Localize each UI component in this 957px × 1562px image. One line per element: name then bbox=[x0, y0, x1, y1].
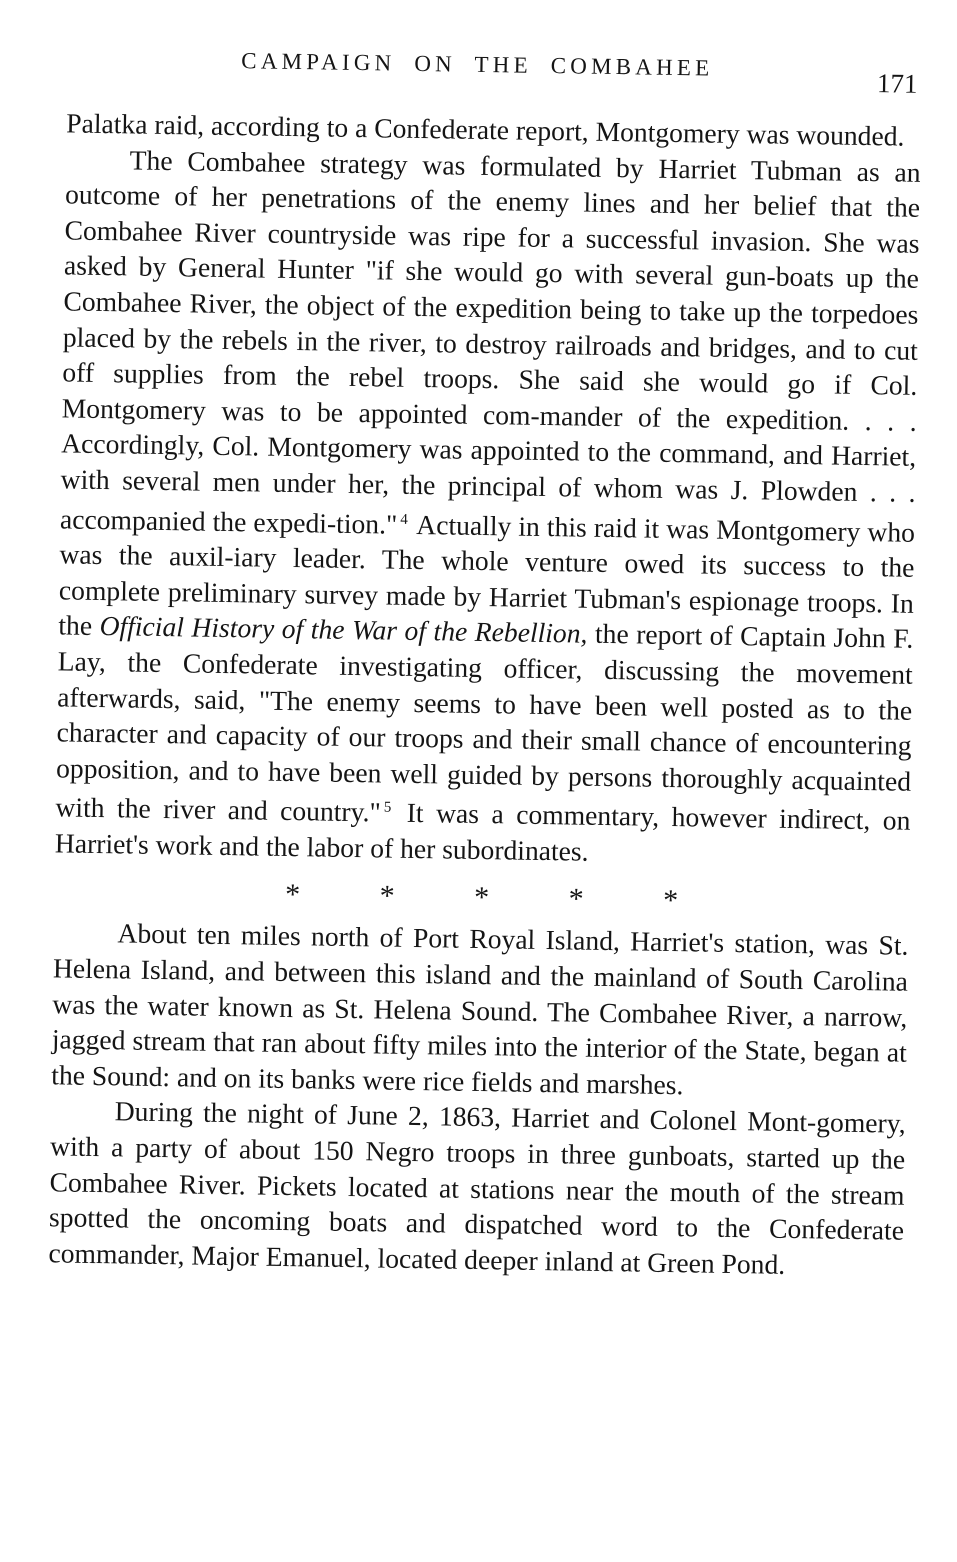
paragraph-text: It was a commentary, however indirect, on Harriet's work and the labor of her subordinates. bbox=[54, 797, 911, 867]
footnote-reference: 5 bbox=[383, 799, 392, 816]
paragraph-continuation: Palatka raid, according to a Confederate report, Montgomery was wounded. bbox=[66, 107, 905, 152]
paragraph-text: The Combahee strategy was formulated by Harriet Tubman as an outcome of her penetrations of the enemy lines and her belief that the Combahee River countryside was ripe for a successful invasion. She was asked by General Hunter "if she would go with several gun-boats up the Combahee River, the object of the expedition being to take up the torpedoes placed by the rebels in the river, to destroy railroads and bridges, and to cut off supplies from the rebel troops. She said she would go if Col. Montgomery was to be appointed com-mander of the expedition. . . . Accordingly, Col. Montgomery was appointed to the command, and Harriet, with several men under her, the principal of whom was J. Plowden . . . accompanied the expedi-tion." bbox=[59, 144, 921, 540]
page-number: 171 bbox=[876, 68, 918, 99]
book-title: Official History of the War of the Rebellion, bbox=[99, 610, 588, 649]
footnote-reference: 4 bbox=[400, 511, 408, 528]
paragraph-text: Actually in this raid it was Montgomery who was the auxil-iary leader. The whole venture owed its success to the complete preliminary survey made by Harriet Tubman's espionage troops. In the bbox=[58, 508, 916, 642]
section-separator: * * * * * bbox=[284, 878, 679, 918]
body-text bbox=[48, 105, 921, 1284]
running-head: CAMPAIGN ON THE COMBAHEE bbox=[241, 48, 714, 81]
paragraph-combahee-strategy bbox=[55, 141, 921, 874]
paragraph-st-helena: About ten miles north of Port Royal Island, Harriet's station, was St. Helena Island, and between this island and the mainland of South Carolina was the water known as St. Helena Sound. The Combahee River, a narrow, jagged stream that ran about fifty miles into the interior of the State, began at the Sound: and on its banks were rice fields and marshes. bbox=[51, 917, 909, 1101]
paragraph-text: the report of Captain John F. Lay, the Confederate investigating officer, discussing the movement afterwards, said, "The enemy seems to have been well posted as to the character and capacity of our troops and their small chance of encountering opposition, and to have been well guided by persons thoroughly acquainted with the river and country." bbox=[55, 618, 914, 828]
paragraph-june-night: During the night of June 2, 1863, Harriet and Colonel Mont-gomery, with a party of about 150 Negro troops in three gunboats, started up the Combahee River. Pickets located at stations near the mouth of the stream spotted the oncoming boats and dispatched word to the Confederate commander, Major Emanuel, located deeper inland at Green Pond. bbox=[48, 1095, 906, 1280]
